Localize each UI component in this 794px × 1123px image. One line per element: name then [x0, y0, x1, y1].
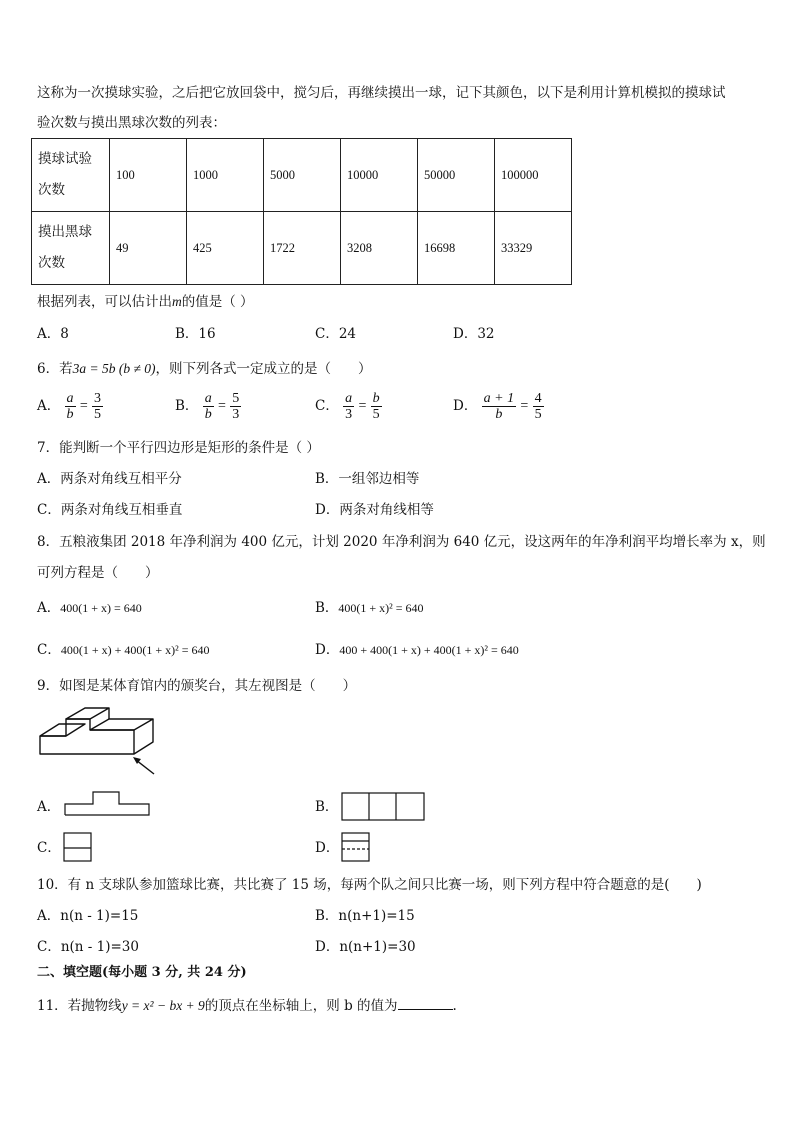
section-title: 二、填空题(每小题 3 分, 共 24 分): [37, 965, 247, 980]
numerator: b: [372, 391, 380, 406]
q5-stem: [37, 293, 254, 311]
q11-stem-pre: 11．若抛物线: [37, 998, 122, 1014]
q9-option-c: C．: [37, 840, 61, 856]
equals-sign: =: [358, 398, 367, 414]
option-label: D．: [453, 398, 478, 414]
q5-option-a: A．8: [37, 326, 69, 342]
option-label: A．: [37, 398, 61, 414]
q10-option-c: C．n(n - 1)=30: [37, 939, 139, 955]
fraction: [65, 391, 76, 422]
option-label: C．: [37, 642, 61, 658]
q8-stem-line-1: 8．五粮液集团 2018 年净利润为 400 亿元，计划 2020 年净利润为 640 亿元，设这两年的年净利润平均增长率为 x，则: [37, 534, 766, 550]
q6-option-b: [175, 391, 241, 422]
table-header-cell: [32, 139, 110, 212]
numerator: a: [345, 391, 353, 406]
header-text: 摸出黑球: [38, 224, 92, 240]
q6-option-a: [37, 391, 103, 422]
q9-option-d-figure: [341, 832, 370, 862]
table-cell: 33329: [495, 212, 572, 285]
fraction: [343, 391, 354, 422]
table-cell: 1000: [187, 139, 264, 212]
q7-option-d: D．两条对角线相等: [315, 502, 434, 518]
fraction: [371, 391, 382, 422]
option-label: C．: [315, 398, 339, 414]
podium-right-top: [90, 719, 153, 730]
q9-option-b: B．: [315, 799, 339, 815]
q5-option-c: C．24: [315, 326, 357, 342]
table-cell: 49: [110, 212, 187, 285]
q6-stem: [37, 360, 371, 378]
option-label: B．: [315, 600, 339, 616]
table-cell: 16698: [418, 212, 495, 285]
option-formula: 400(1 + x) = 640: [60, 601, 142, 615]
q7-option-a: A．两条对角线互相平分: [37, 471, 182, 487]
numerator: a + 1: [483, 391, 515, 406]
q9-option-a-figure: [64, 790, 150, 816]
q10-option-d: D．n(n+1)=30: [315, 939, 416, 955]
q9-option-b-figure: [341, 792, 425, 821]
podium-middle-top: [66, 708, 109, 719]
q8-option-a: [37, 599, 142, 617]
denominator: b: [66, 407, 74, 422]
fraction: [92, 391, 103, 422]
q11-end: .: [452, 998, 457, 1014]
q6-stem-post: ，则下列各式一定成立的是（ ）: [155, 361, 372, 377]
q9-option-a: A．: [37, 799, 61, 815]
trial-table: [31, 138, 572, 285]
q11-stem-post: 的顶点在坐标轴上，则 b 的值为: [204, 998, 398, 1014]
fraction: [203, 391, 214, 422]
table-cell: 100000: [495, 139, 572, 212]
q9-stem: 9．如图是某体育馆内的颁奖台，其左视图是（ ）: [37, 678, 357, 694]
option-label: D．: [315, 642, 340, 658]
denominator: b: [204, 407, 212, 422]
table-header-cell: [32, 212, 110, 285]
numerator: 3: [94, 391, 102, 406]
q11-formula: y = x² − bx + 9: [121, 998, 205, 1013]
q8-stem-line-2: 可列方程是（ ）: [37, 565, 159, 581]
q10-stem: 10．有 n 支球队参加篮球比赛，共比赛了 15 场，每两个队之间只比赛一场，则下列方程中符合题意的是( ): [37, 877, 702, 893]
table-cell: 425: [187, 212, 264, 285]
q5-option-d: D．32: [453, 326, 495, 342]
intro-line-2: 验次数与摸出黑球次数的列表：: [37, 115, 226, 131]
numerator: a: [66, 391, 74, 406]
option-formula: 400(1 + x) + 400(1 + x)² = 640: [60, 643, 210, 657]
table-cell: 5000: [264, 139, 341, 212]
header-text: 次数: [38, 255, 65, 271]
table-cell: 3208: [341, 212, 418, 285]
denominator: 5: [534, 407, 542, 422]
q5-stem-var: m: [172, 294, 182, 309]
q5-stem-pre: 根据列表，可以估计出: [37, 294, 172, 310]
table-cell: 10000: [341, 139, 418, 212]
table-cell: 1722: [264, 212, 341, 285]
q6-option-d: [453, 391, 544, 422]
q8-option-d: [315, 641, 519, 659]
table-row: [32, 212, 572, 285]
q11-stem: [37, 996, 457, 1015]
denominator: 3: [232, 407, 240, 422]
equals-sign: =: [520, 398, 529, 414]
denominator: b: [495, 407, 503, 422]
fraction: [533, 391, 544, 422]
fraction: [230, 391, 241, 422]
equals-sign: =: [79, 398, 88, 414]
q9-option-c-figure: [63, 832, 92, 862]
fraction: [482, 391, 516, 422]
q7-option-b: B．一组邻边相等: [315, 471, 420, 487]
table-cell: 50000: [418, 139, 495, 212]
q5-stem-post: 的值是（ ）: [181, 294, 254, 310]
denominator: 5: [94, 407, 102, 422]
podium-left-top: [40, 724, 85, 736]
header-text: 次数: [38, 182, 65, 198]
option-formula: 400(1 + x)² = 640: [338, 601, 424, 615]
denominator: 5: [372, 407, 380, 422]
q10-option-b: B．n(n+1)=15: [315, 908, 415, 924]
numerator: 4: [534, 391, 542, 406]
denominator: 3: [345, 407, 353, 422]
option-formula: 400 + 400(1 + x) + 400(1 + x)² = 640: [339, 643, 519, 657]
option-label: A．: [37, 600, 61, 616]
q6-condition: 3a = 5b (b ≠ 0): [72, 361, 156, 376]
header-text: 摸球试验: [38, 151, 92, 167]
q5-option-b: B．16: [175, 326, 216, 342]
q9-option-d: D．: [315, 840, 340, 856]
q8-option-b: [315, 599, 424, 617]
q6-stem-pre: 6．若: [37, 361, 73, 377]
table-cell: 100: [110, 139, 187, 212]
view-direction-arrow-icon: [130, 755, 158, 777]
podium-front-outline: [40, 730, 134, 754]
q10-option-a: A．n(n - 1)=15: [37, 908, 139, 924]
intro-line-1: 这称为一次摸球实验，之后把它放回袋中，搅匀后，再继续摸出一球，记下其颜色，以下是利用计算机模拟的摸球试: [37, 85, 726, 101]
q6-option-c: [315, 391, 382, 422]
q7-option-c: C．两条对角线互相垂直: [37, 502, 183, 518]
q8-option-c: [37, 641, 210, 659]
answer-blank[interactable]: [398, 996, 453, 1010]
numerator: a: [204, 391, 212, 406]
option-label: B．: [175, 398, 199, 414]
numerator: 5: [232, 391, 240, 406]
equals-sign: =: [218, 398, 226, 414]
table-row: [32, 139, 572, 212]
q7-stem: 7．能判断一个平行四边形是矩形的条件是（ ）: [37, 440, 320, 456]
